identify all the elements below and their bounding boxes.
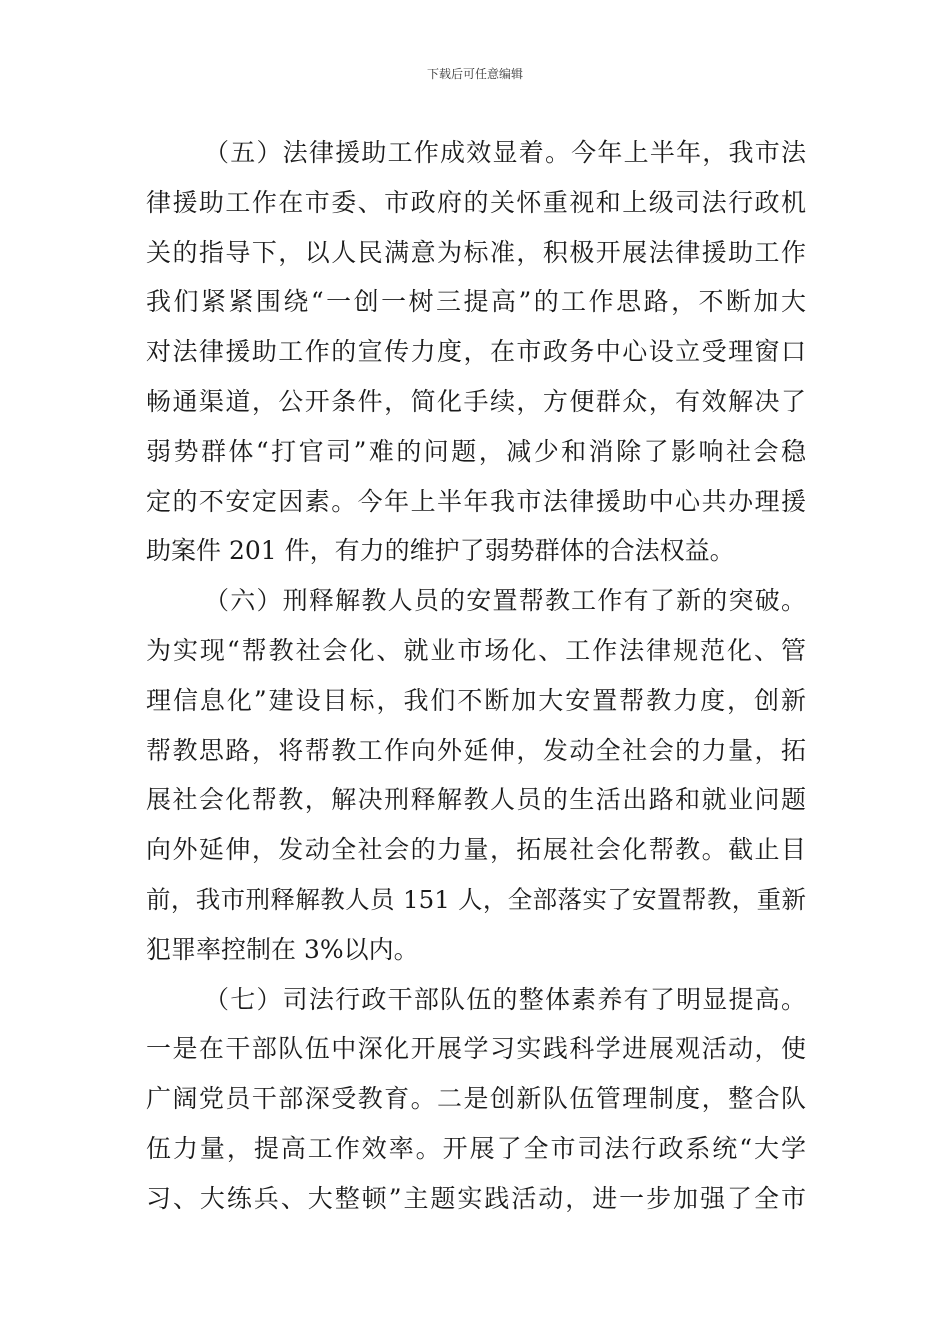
paragraph-resettlement: [146, 576, 806, 974]
text-line: 帮教思路，将帮教工作向外延伸，发动全社会的力量，拓: [146, 735, 806, 765]
text-line: 定的不安定因素。今年上半年我市法律援助中心共办理援: [146, 486, 806, 516]
page-header: 下载后可任意编辑: [426, 67, 523, 81]
text-line: 助案件 201 件，有力的维护了弱势群体的合法权益。: [146, 536, 735, 566]
text-line: 我们紧紧围绕“一创一树三提高”的工作思路，不断加大: [146, 287, 806, 317]
text-line: 为实现“帮教社会化、就业市场化、工作法律规范化、管: [146, 635, 806, 665]
text-line: 一是在干部队伍中深化开展学习实践科学进展观活动，使: [146, 1034, 806, 1064]
text-line: 前，我市刑释解教人员 151 人，全部落实了安置帮教，重新: [146, 884, 806, 914]
text-line: 对法律援助工作的宣传力度，在市政务中心设立受理窗口: [146, 337, 806, 367]
text-line: 向外延伸，发动全社会的力量，拓展社会化帮教。截止目: [146, 835, 806, 865]
text-line: 广阔党员干部深受教育。二是创新队伍管理制度，整合队: [146, 1084, 806, 1114]
text-line: 律援助工作在市委、市政府的关怀重视和上级司法行政机: [146, 187, 806, 217]
text-line: 关的指导下，以人民满意为标准，积极开展法律援助工作: [146, 237, 806, 267]
text-line: 理信息化”建设目标，我们不断加大安置帮教力度，创新: [146, 685, 806, 715]
text-line: 习、大练兵、大整顿”主题实践活动，进一步加强了全市: [146, 1183, 806, 1213]
text-line: 展社会化帮教，解决刑释解教人员的生活出路和就业问题: [146, 785, 806, 815]
document-body: [146, 128, 806, 1224]
paragraph-legal-aid: [146, 128, 806, 576]
text-line: 犯罪率控制在 3%以内。: [146, 934, 419, 964]
paragraph-cadre-team: [146, 975, 806, 1224]
text-line: （七）司法行政干部队伍的整体素养有了明显提高。: [204, 984, 806, 1014]
text-line: （五）法律援助工作成效显着。今年上半年，我市法: [204, 138, 806, 167]
text-line: 伍力量，提高工作效率。开展了全市司法行政系统“大学: [146, 1133, 806, 1163]
text-line: 畅通渠道，公开条件，简化手续，方便群众，有效解决了: [146, 386, 806, 416]
text-line: （六）刑释解教人员的安置帮教工作有了新的突破。: [204, 586, 806, 616]
text-line: 弱势群体“打官司”难的问题，减少和消除了影响社会稳: [146, 436, 806, 466]
